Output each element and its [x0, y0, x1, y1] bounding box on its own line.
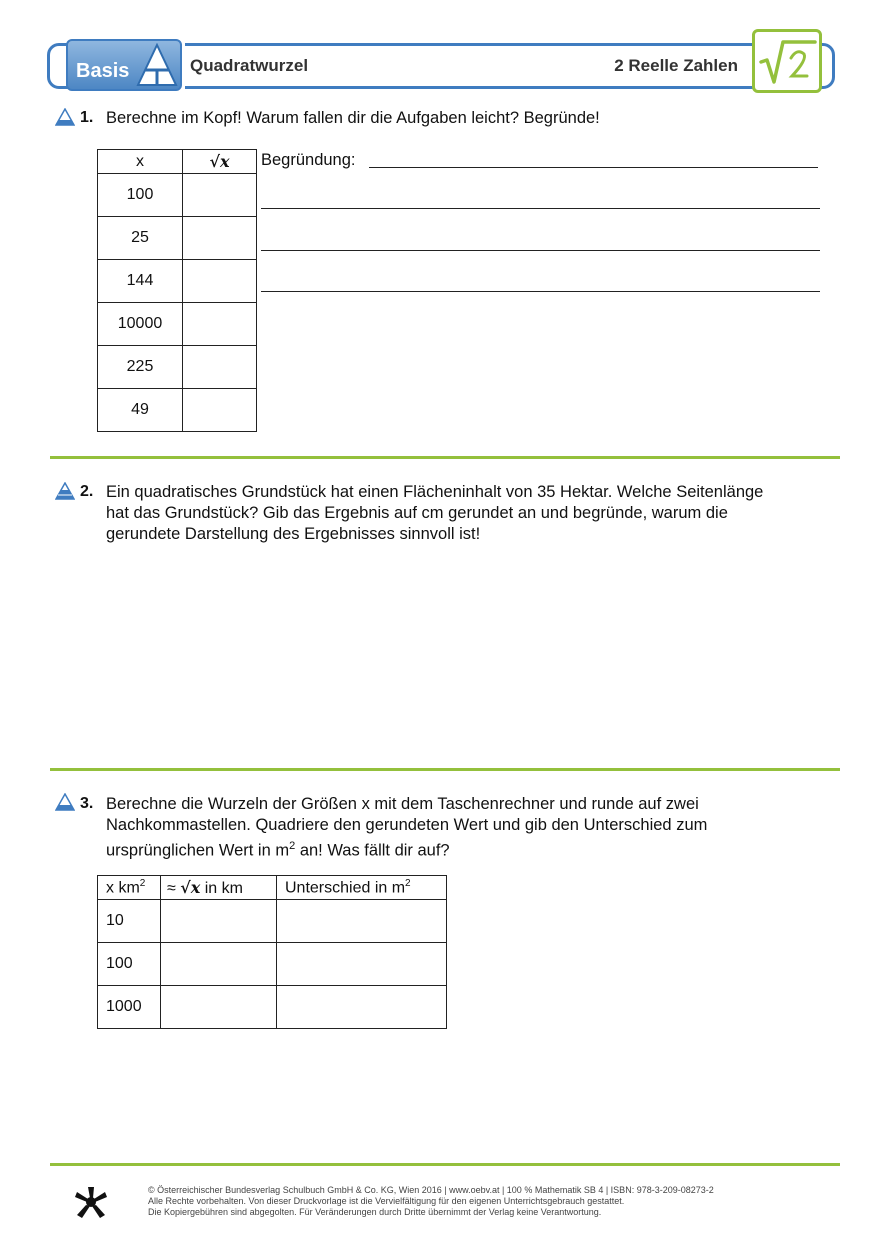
- header-difference: Unterschied in $m^2$: [277, 876, 447, 900]
- section-divider: [50, 1163, 840, 1166]
- table-cell: 25: [98, 217, 183, 260]
- section-divider: [50, 456, 840, 459]
- answer-cell[interactable]: [183, 260, 257, 303]
- pyramid-icon: [136, 43, 178, 87]
- task2-number: 2.: [80, 483, 94, 500]
- answer-cell[interactable]: [161, 986, 277, 1029]
- task3-line: Nachkommastellen. Quadriere den gerundeten Wert und gib den Unterschied zum: [106, 816, 708, 834]
- table-cell: 1000: [98, 986, 161, 1029]
- task3-table: [97, 875, 447, 1029]
- level-triangle-icon: [55, 482, 75, 500]
- answer-cell[interactable]: [277, 900, 447, 943]
- task3-number: 3.: [80, 795, 94, 812]
- footer-copyright: © Österreichischer Bundesverlag Schulbuch GmbH & Co. KG, Wien 2016 | www.oebv.at | 100 % Mathematik SB 4 | ISBN: 978-3-209-08273-2 Alle Rechte vorbehalten. Von dieser Druckvorlage ist die Vervielfältigung für den eigenen Unterrichtsgebrauch gestattet. Die Kopiergebühren sind abgegolten. Für Veränderungen durch Dritte übernimmt der Verlag keine Verantwortung.: [148, 1185, 714, 1217]
- task2-line: hat das Grundstück? Gib das Ergebnis auf cm gerundet an und begründe, warum die: [106, 504, 728, 522]
- answer-cell[interactable]: [183, 174, 257, 217]
- level-triangle-icon: [55, 793, 75, 811]
- task3-line: ursprünglichen Wert in $m^2$ an! Was fällt dir auf?: [106, 840, 450, 860]
- task1-text: Berechne im Kopf! Warum fallen dir die Aufgaben leicht? Begründe!: [106, 109, 600, 127]
- publisher-logo-icon: [72, 1185, 110, 1221]
- table-cell: 225: [98, 346, 183, 389]
- table-cell: 10000: [98, 303, 183, 346]
- level-triangle-icon: [55, 108, 75, 126]
- page-title: Quadratwurzel: [190, 56, 309, 75]
- task2-line: Ein quadratisches Grundstück hat einen Flächeninhalt von 35 Hektar. Welche Seitenlänge: [106, 483, 764, 501]
- basis-label: Basis: [76, 60, 130, 82]
- task1-table: [97, 149, 257, 432]
- answer-cell[interactable]: [161, 900, 277, 943]
- answer-line[interactable]: [261, 250, 820, 251]
- answer-cell[interactable]: [277, 986, 447, 1029]
- answer-cell[interactable]: [277, 943, 447, 986]
- task1-number: 1.: [80, 109, 94, 126]
- answer-cell[interactable]: [183, 217, 257, 260]
- answer-cell[interactable]: [183, 389, 257, 432]
- chapter-title: 2 Reelle Zahlen: [614, 56, 738, 75]
- table-cell: 10: [98, 900, 161, 943]
- answer-cell[interactable]: [183, 303, 257, 346]
- answer-line[interactable]: [369, 167, 818, 168]
- table-cell: 100: [98, 174, 183, 217]
- answer-line[interactable]: [261, 291, 820, 292]
- answer-cell[interactable]: [161, 943, 277, 986]
- task2-line: gerundete Darstellung des Ergebnisses sinnvoll ist!: [106, 525, 481, 543]
- reason-label: Begründung:: [261, 151, 356, 169]
- table-cell: 100: [98, 943, 161, 986]
- header-x-km2: x $km^2$: [98, 876, 161, 900]
- header-x: x: [98, 150, 183, 174]
- answer-line[interactable]: [261, 208, 820, 209]
- section-divider: [50, 768, 840, 771]
- task3-line: Berechne die Wurzeln der Größen x mit dem Taschenrechner und runde auf zwei: [106, 795, 699, 813]
- sqrt-icon: [757, 36, 819, 88]
- sqrt-logo: [752, 29, 822, 93]
- answer-cell[interactable]: [183, 346, 257, 389]
- header-sqrt-km: ≈ √x in km: [161, 876, 277, 900]
- table-cell: 49: [98, 389, 183, 432]
- header-sqrt-x: √x: [183, 150, 257, 174]
- table-cell: 144: [98, 260, 183, 303]
